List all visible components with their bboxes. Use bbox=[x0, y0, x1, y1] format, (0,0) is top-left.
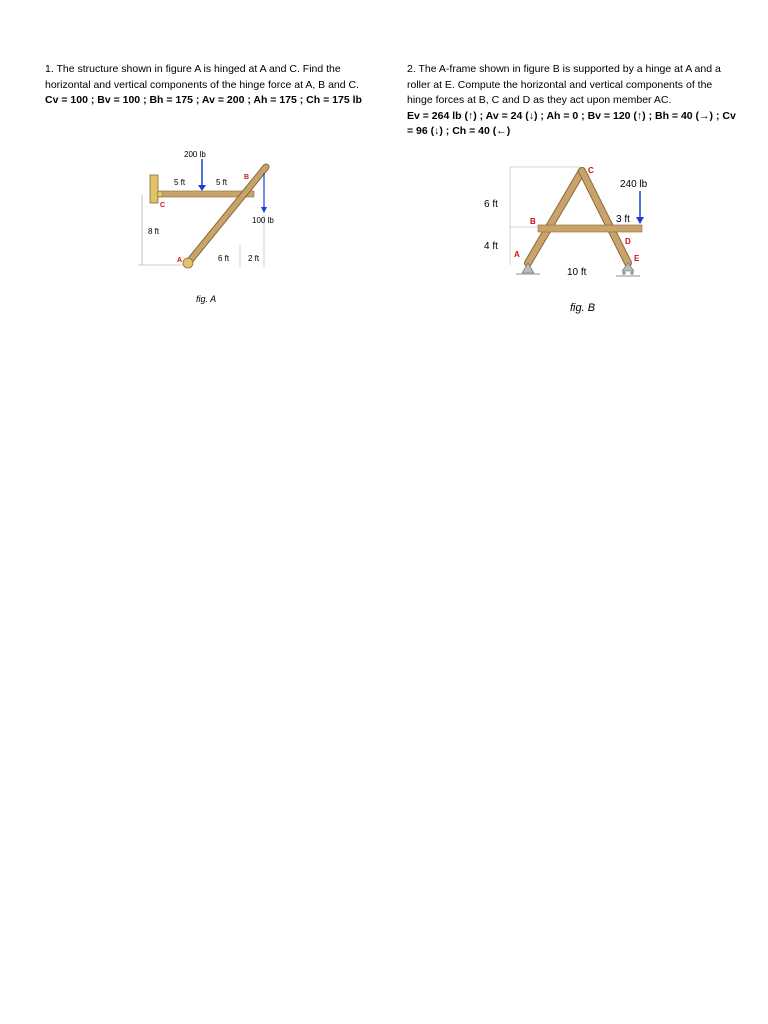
label-10ft: 10 ft bbox=[567, 267, 587, 278]
figure-a bbox=[130, 145, 290, 315]
roller-wheel-1 bbox=[622, 271, 626, 275]
label-4ft: 4 ft bbox=[484, 241, 498, 252]
label-b: B bbox=[244, 174, 250, 181]
label-100lb: 100 lb bbox=[252, 216, 274, 225]
label-3ft: 3 ft bbox=[616, 214, 630, 225]
label-c: C bbox=[160, 202, 166, 209]
load-arrowhead-240 bbox=[636, 217, 644, 224]
label-6ft: 6 ft bbox=[218, 254, 230, 263]
caption-fig-a: fig. A bbox=[196, 294, 217, 304]
label-2ft: 2 ft bbox=[248, 254, 260, 263]
hinge-support-a bbox=[522, 263, 534, 273]
label-a: A bbox=[177, 257, 183, 264]
label-8ft: 8 ft bbox=[148, 227, 160, 236]
label-5ft-right: 5 ft bbox=[216, 178, 228, 187]
figure-b-drawing bbox=[470, 155, 670, 320]
hinge-c bbox=[157, 191, 163, 197]
hinge-a bbox=[183, 258, 193, 268]
problem-2-text: 2. The A-frame shown in figure B is supported by a hinge at A and a roller at E. Compute the horizontal and vertical components of the hinge forces at B, C and D as they act upon member AC. bbox=[407, 63, 721, 106]
label-6ft: 6 ft bbox=[484, 199, 498, 210]
roller-wheel-2 bbox=[630, 271, 634, 275]
roller-support-e bbox=[622, 263, 634, 271]
problem-2 bbox=[407, 62, 737, 140]
label-240lb: 240 lb bbox=[620, 179, 648, 190]
member-ac bbox=[528, 171, 582, 263]
load-arrowhead-100 bbox=[261, 207, 267, 213]
wall-support bbox=[150, 175, 158, 203]
caption-fig-b: fig. B bbox=[570, 302, 596, 314]
label-b: B bbox=[530, 217, 536, 226]
label-d: D bbox=[625, 237, 631, 246]
label-a: A bbox=[514, 250, 520, 259]
figure-b bbox=[470, 155, 670, 320]
member-bd bbox=[538, 225, 642, 232]
problem-1-answer: Cv = 100 ; Bv = 100 ; Bh = 175 ; Av = 200 ; Ah = 175 ; Ch = 175 lb bbox=[45, 94, 362, 106]
label-e: E bbox=[634, 254, 640, 263]
problem-1-text: 1. The structure shown in figure A is hinged at A and C. Find the horizontal and vertical components of the hinge force at A, B and C. bbox=[45, 63, 360, 91]
problem-1 bbox=[45, 62, 370, 109]
label-200lb: 200 lb bbox=[184, 150, 206, 159]
problem-2-answer: Ev = 264 lb (↑) ; Av = 24 (↓) ; Ah = 0 ; Bv = 120 (↑) ; Bh = 40 (→) ; Cv = 96 (↓) ; Ch = 40 (←) bbox=[407, 109, 736, 137]
label-c: C bbox=[588, 166, 594, 175]
label-5ft-left: 5 ft bbox=[174, 178, 186, 187]
load-arrowhead-200 bbox=[198, 185, 206, 191]
figure-a-drawing bbox=[130, 145, 290, 315]
